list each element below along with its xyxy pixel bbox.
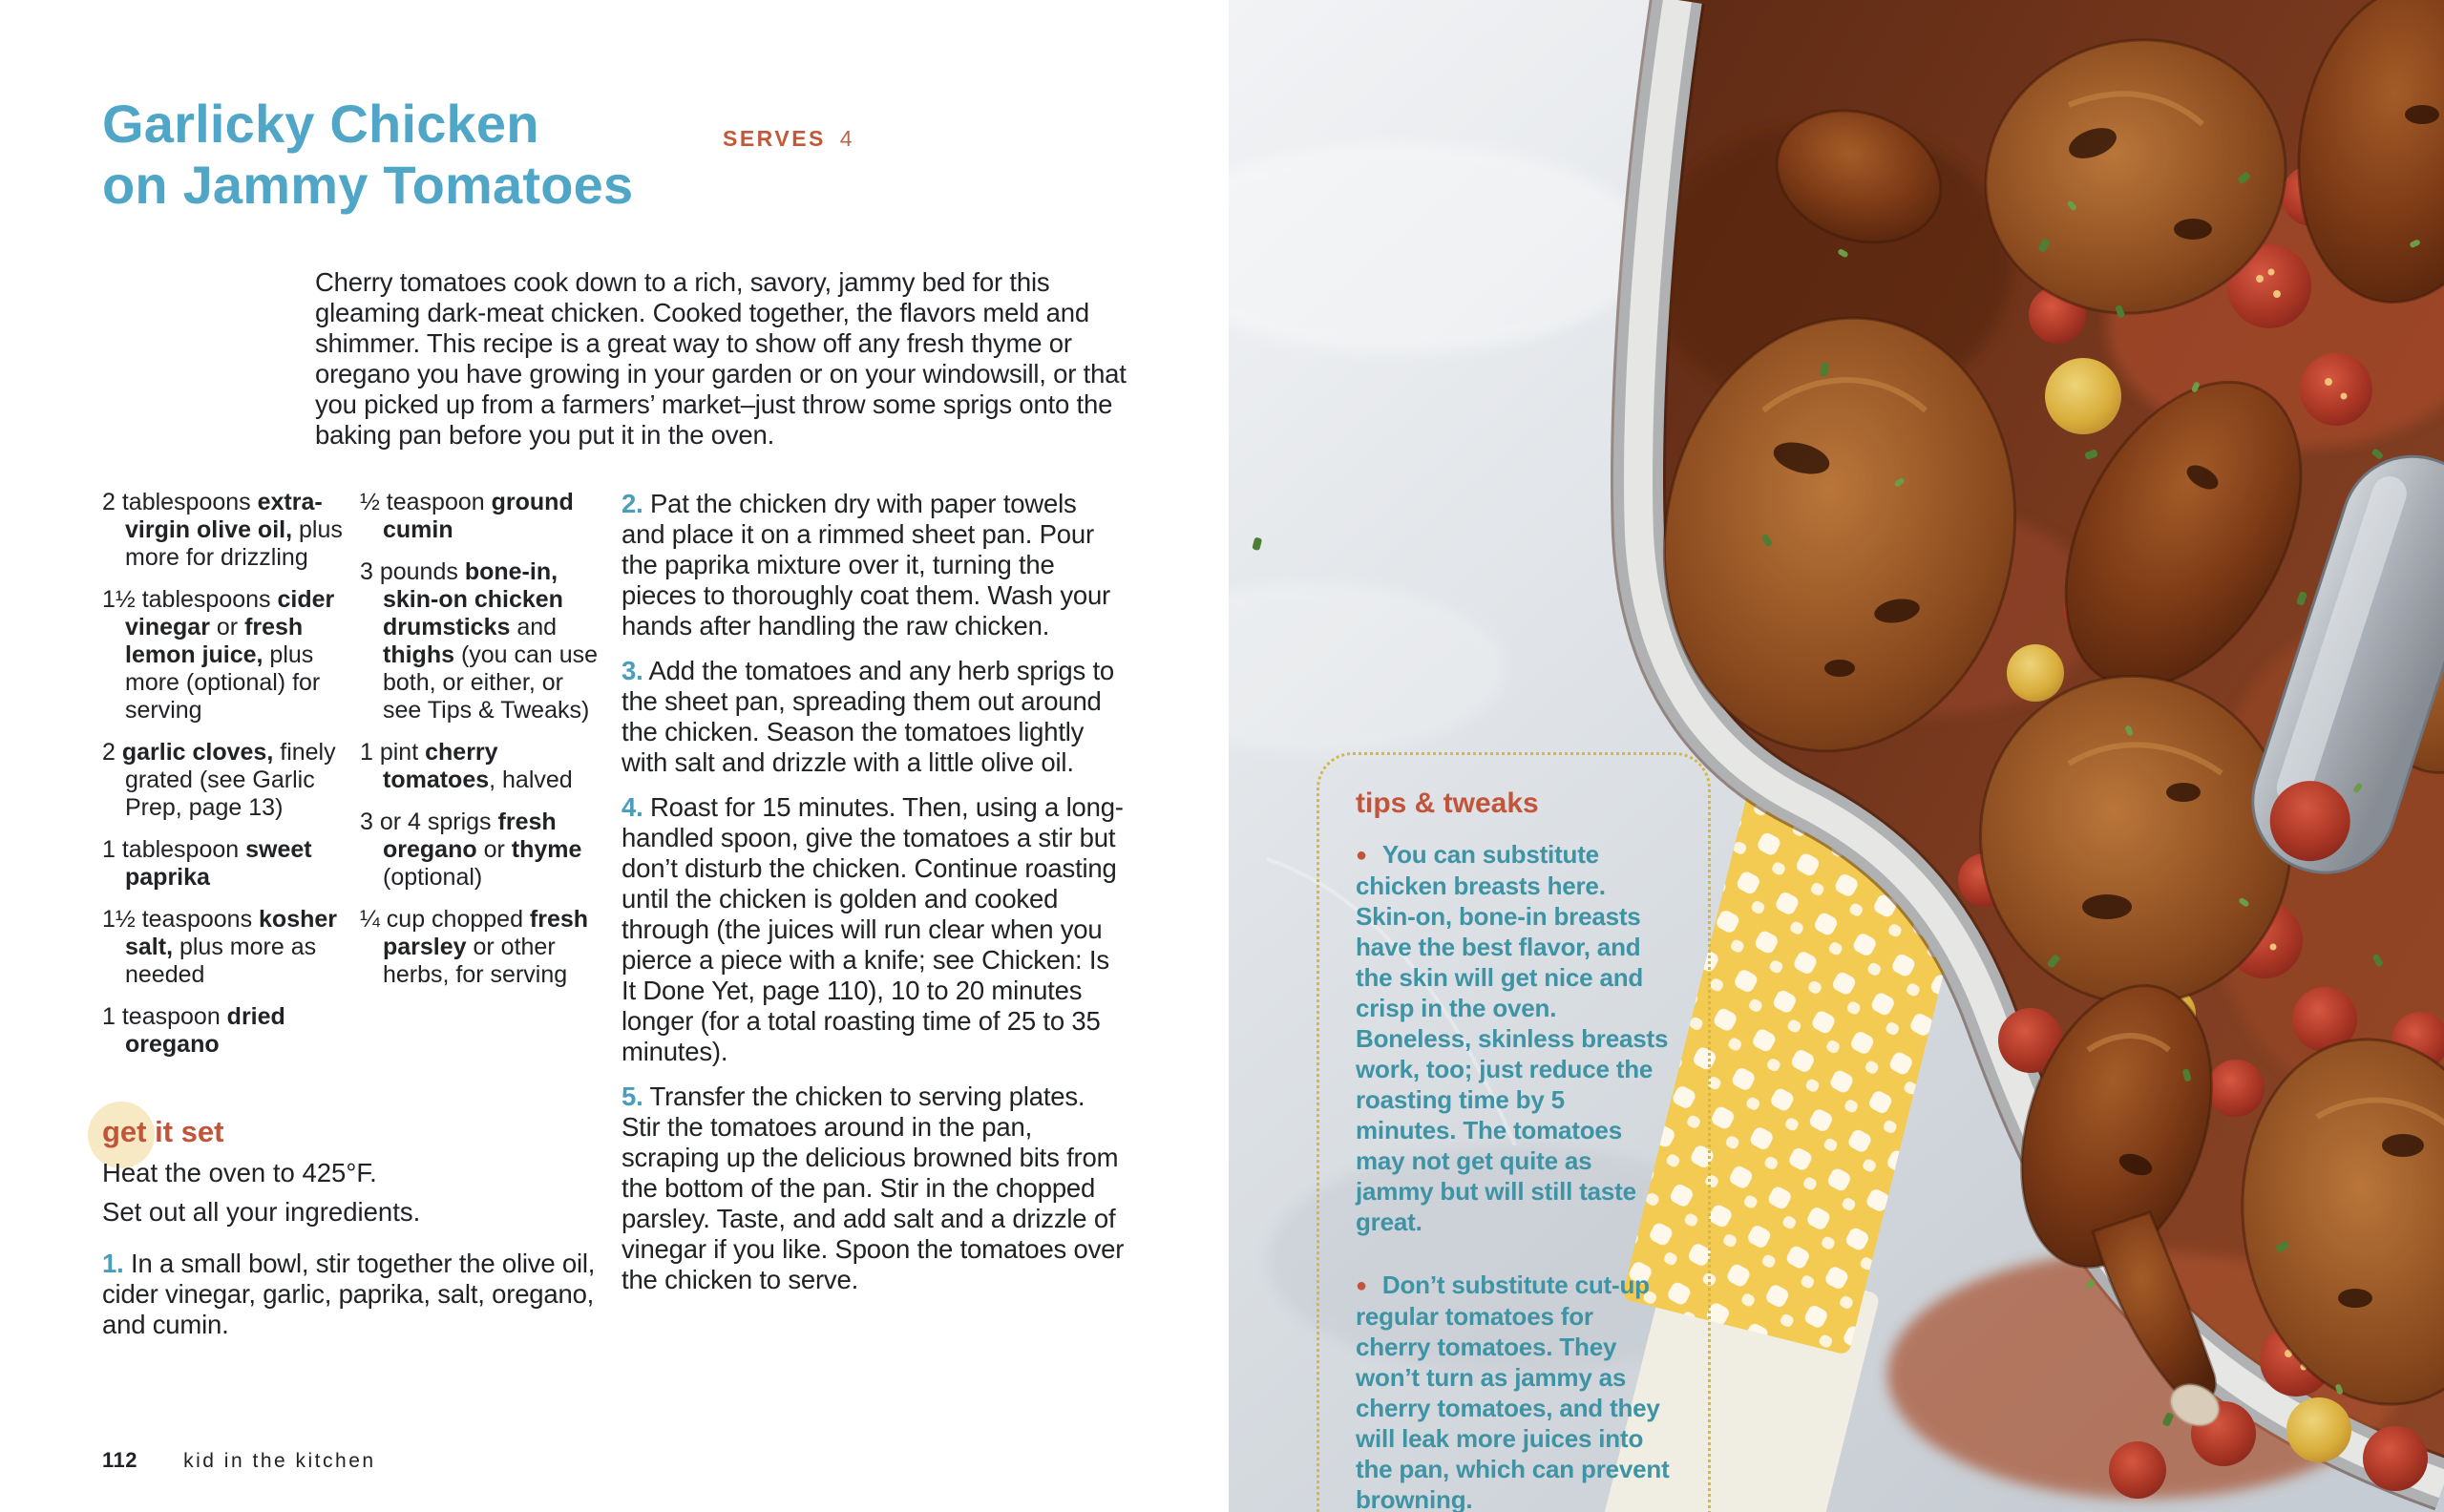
ingredient-item <box>102 586 347 724</box>
serves-info <box>723 126 853 152</box>
step-item <box>622 656 1126 778</box>
ingredient-emphasis: garlic cloves, <box>121 739 274 766</box>
ingredient-text: 1 tablespoon <box>102 836 246 863</box>
ingredient-text: ½ teaspoon <box>360 489 492 515</box>
ingredient-item <box>102 489 347 572</box>
bullet-icon: ● <box>1356 845 1367 866</box>
ingredient-item <box>102 739 347 822</box>
tip-text: You can substitute chicken breasts here. Skin-on, bone-in breasts have the best flavor, and the skin will get nice and crisp in the oven. Boneless, skinless breasts work, too; just reduce the roasting time by 5 minutes. The tomatoes may not get quite as jammy but will still taste great. <box>1356 840 1669 1236</box>
ingredient-text: , halved <box>489 766 573 793</box>
title-line-2: on Jammy Tomatoes <box>102 155 634 215</box>
page-footer <box>102 1448 376 1473</box>
step-item <box>622 489 1126 641</box>
get-it-set-line: Set out all your ingredients. <box>102 1197 421 1227</box>
ingredient-text: 1½ teaspoons <box>102 906 260 933</box>
serves-label: SERVES <box>723 126 826 151</box>
ingredient-text: plus more for drizzling <box>125 516 343 571</box>
get-it-set-heading: get it set <box>102 1115 224 1148</box>
tip-item <box>1356 1270 1672 1512</box>
serves-value: 4 <box>839 126 853 151</box>
ingredient-text: 2 tablespoons <box>102 489 258 515</box>
ingredient-emphasis: ground cumin <box>383 489 574 543</box>
ingredient-text: 1 teaspoon <box>102 1003 227 1030</box>
ingredient-emphasis: sweet paprika <box>125 836 312 891</box>
ingredient-text: (you can use both, or either, or see Tips & Tweaks) <box>383 641 599 724</box>
intro-paragraph: Cherry tomatoes cook down to a rich, savory, jammy bed for this gleaming dark-meat chicken. Cooked together, the flavors meld and shimmer. This recipe is a great way to show off any fresh thyme or oregano you have growing in your garden or on your windowsill, or that you picked up from a farmers’ market–just throw some sprigs onto the baking pan before you put it in the oven. <box>315 266 1127 450</box>
ingredient-emphasis: fresh oregano <box>383 808 557 863</box>
ingredient-emphasis: cider vinegar <box>125 586 335 640</box>
ingredient-text: or <box>209 614 245 640</box>
page-title <box>102 94 633 216</box>
step-text: Roast for 15 minutes. Then, using a long-handled spoon, give the tomatoes a stir but don’t disturb the chicken. Continue roasting until the chicken is golden and cooked through (the juices will run clear when you pierce a piece with a knife; see Chicken: Is It Done Yet, page 110), 10 to 20 minutes longer (for a total roasting time of 25 to 35 minutes). <box>622 792 1124 1066</box>
ingredient-item <box>360 808 604 892</box>
tips-heading: tips & tweaks <box>1356 788 1539 819</box>
title-line-1: Garlicky Chicken <box>102 94 539 154</box>
step-number: 3. <box>622 656 643 685</box>
step-item <box>622 1082 1126 1295</box>
ingredient-text: 2 <box>102 739 122 766</box>
get-it-set-lines <box>102 1153 420 1231</box>
ingredient-text: plus more as needed <box>125 934 317 988</box>
tip-item <box>1356 839 1672 1237</box>
ingredient-text: finely grated (see Garlic Prep, page 13) <box>125 739 336 821</box>
ingredient-item <box>360 906 604 989</box>
ingredient-text: plus more (optional) for serving <box>125 641 321 724</box>
ingredient-text: or other herbs, for serving <box>383 934 568 988</box>
ingredients-column-1 <box>102 489 347 1073</box>
tip-text: Don’t substitute cut-up regular tomatoes for cherry tomatoes. They won’t turn as jammy as cherry tomatoes, and they will leak more juices into the pan, which can prevent browning. <box>1356 1270 1670 1512</box>
ingredient-item <box>360 489 604 544</box>
step-text: Add the tomatoes and any herb sprigs to the sheet pan, spreading them out around the chicken. Season the tomatoes lightly with salt and drizzle with a little olive oil. <box>622 656 1114 777</box>
step-item <box>622 792 1126 1067</box>
ingredient-item <box>102 836 347 892</box>
ingredient-text: or <box>476 836 512 863</box>
ingredient-item <box>360 739 604 794</box>
ingredient-emphasis: thyme <box>511 836 582 863</box>
ingredient-emphasis: extra-virgin olive oil, <box>125 489 323 543</box>
step-item <box>102 1249 618 1340</box>
ingredient-emphasis: cherry tomatoes <box>383 739 498 793</box>
tips-list <box>1356 839 1672 1512</box>
ingredient-emphasis: bone-in, skin-on chicken drumsticks <box>383 558 563 640</box>
step-number: 2. <box>622 489 643 518</box>
ingredient-item <box>360 558 604 724</box>
step-text: In a small bowl, stir together the olive oil, cider vinegar, garlic, paprika, salt, oregano, and cumin. <box>102 1249 596 1339</box>
get-it-set-line: Heat the oven to 425°F. <box>102 1158 377 1187</box>
ingredient-emphasis: thighs <box>383 641 454 668</box>
ingredient-text: ¼ cup chopped <box>360 906 530 933</box>
ingredient-text: 1½ tablespoons <box>102 586 278 613</box>
ingredients-column-2 <box>360 489 604 1003</box>
steps-column <box>622 489 1126 1310</box>
step-number: 5. <box>622 1082 643 1111</box>
ingredient-emphasis: fresh parsley <box>383 906 589 960</box>
ingredient-item <box>102 1003 347 1059</box>
ingredient-text: (optional) <box>383 864 483 891</box>
tips-and-tweaks-box <box>1317 752 1711 1512</box>
step-text: Transfer the chicken to serving plates. Stir the tomatoes around in the pan, scraping up the delicious browned bits from the bottom of the pan. Stir in the chopped parsley. Taste, and add salt and a drizzle of vinegar if you like. Spoon the tomatoes over the chicken to serve. <box>622 1082 1125 1294</box>
ingredient-emphasis: fresh lemon juice, <box>125 614 304 668</box>
ingredient-emphasis: kosher salt, <box>125 906 337 960</box>
ingredient-text: 3 pounds <box>360 558 465 585</box>
page-number: 112 <box>102 1448 137 1472</box>
step-one-block <box>102 1249 618 1354</box>
ingredient-text: 3 or 4 sprigs <box>360 808 498 835</box>
ingredient-item <box>102 906 347 989</box>
bullet-icon: ● <box>1356 1275 1367 1296</box>
step-number: 1. <box>102 1249 124 1278</box>
book-title: kid in the kitchen <box>183 1450 376 1472</box>
ingredient-text: 1 pint <box>360 739 426 766</box>
step-number: 4. <box>622 792 643 822</box>
ingredient-emphasis: dried oregano <box>125 1003 285 1058</box>
ingredient-text: and <box>510 614 558 640</box>
step-text: Pat the chicken dry with paper towels and place it on a rimmed sheet pan. Pour the paprika mixture over it, turning the pieces to thoroughly coat them. Wash your hands after handling the raw chicken. <box>622 489 1111 640</box>
